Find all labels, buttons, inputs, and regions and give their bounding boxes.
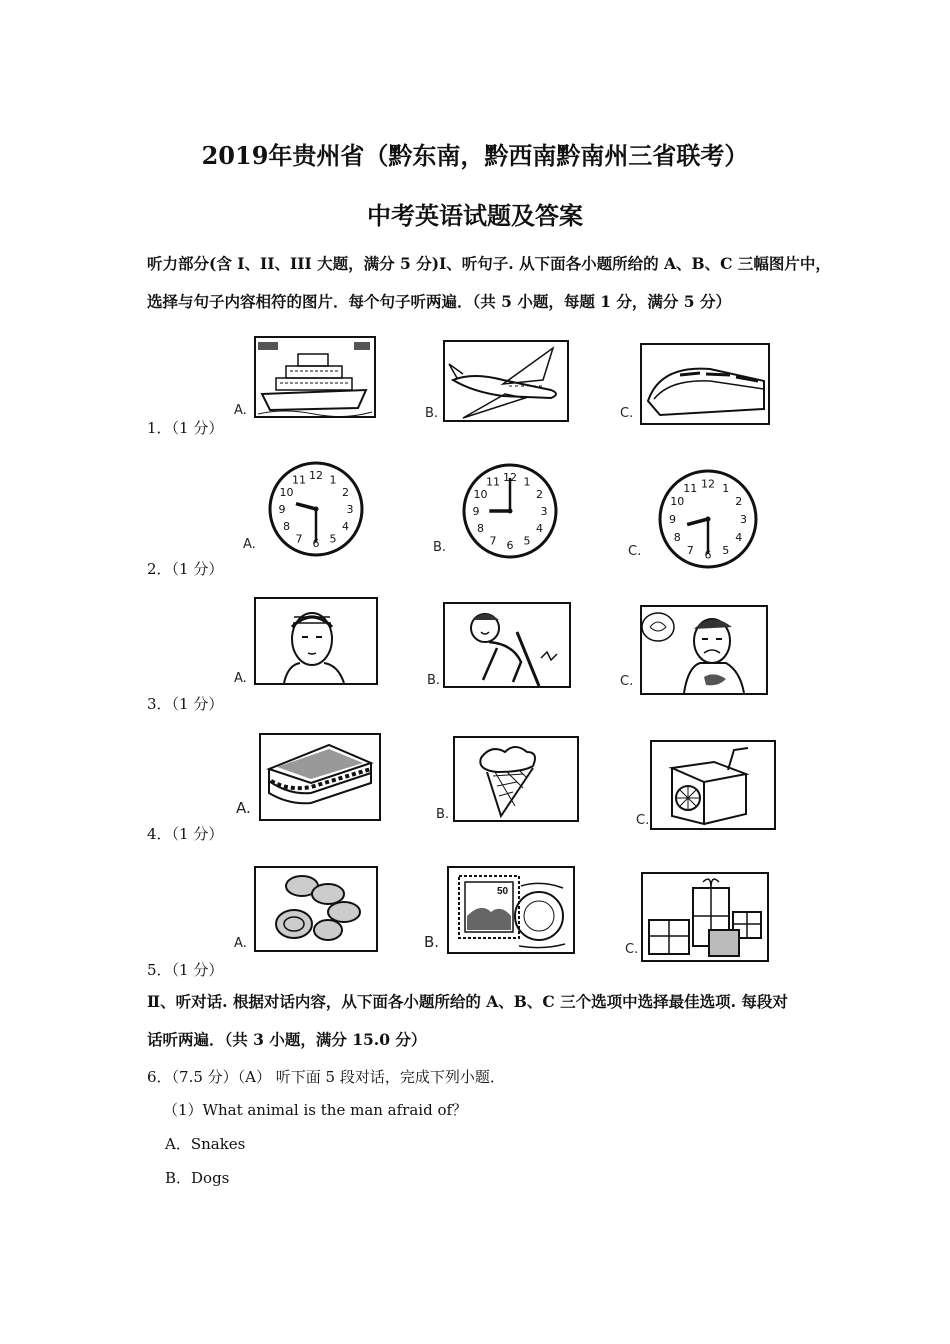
svg-text:7: 7	[489, 534, 497, 548]
svg-text:11: 11	[291, 473, 306, 487]
coins-icon	[254, 866, 378, 952]
clock-eight-thirty-icon	[658, 469, 760, 567]
svg-text:3: 3	[346, 503, 354, 516]
exam-title-line2: 中考英语试题及答案	[367, 201, 583, 230]
svg-text:7: 7	[686, 543, 694, 557]
svg-text:8: 8	[673, 530, 681, 544]
question-5-label: 5．（1 分）	[147, 961, 224, 979]
q5-option-a-label: A.	[234, 936, 247, 951]
q2-option-b-label: B.	[433, 540, 447, 555]
svg-text:12: 12	[503, 470, 517, 484]
bandaged-head-icon	[254, 597, 378, 685]
question-6-option-b: B．Dogs	[165, 1169, 230, 1187]
q2-option-a-label: A.	[243, 537, 256, 552]
svg-text:1: 1	[722, 482, 730, 496]
svg-text:4: 4	[341, 520, 349, 534]
svg-text:6: 6	[506, 539, 514, 553]
section2-instructions-line1: Ⅱ、听对话. 根据对话内容，从下面各小题所给的 A、B、C 三个选项中选择最佳选项. 每段对	[147, 992, 788, 1011]
svg-text:5: 5	[329, 532, 337, 546]
svg-text:2: 2	[735, 495, 743, 509]
clock-nine-icon	[462, 463, 558, 559]
q3-option-b-label: B.	[427, 673, 441, 688]
q1-option-a-label: A.	[234, 403, 247, 418]
clock-nine-thirty-icon	[268, 461, 364, 557]
question-6-option-a: A．Snakes	[165, 1135, 246, 1153]
question-2-label: 2．（1 分）	[147, 560, 224, 578]
airplane-icon	[443, 340, 569, 422]
q5-option-c-label: C.	[625, 942, 639, 957]
svg-text:10: 10	[279, 485, 294, 499]
svg-text:10: 10	[473, 487, 488, 501]
q4-option-a-label: A.	[236, 799, 251, 817]
exam-title-line1: 2019年贵州省（黔东南，黔西南黔南州三省联考）	[201, 141, 749, 170]
svg-text:2: 2	[535, 487, 543, 501]
q1-option-c-label: C.	[620, 406, 634, 421]
svg-text:8: 8	[283, 520, 291, 534]
svg-text:10: 10	[670, 495, 685, 509]
svg-text:3: 3	[740, 513, 748, 526]
question-6-sub1: （1）What animal is the man afraid of？	[163, 1101, 468, 1119]
svg-text:1: 1	[523, 475, 531, 489]
svg-text:9: 9	[278, 503, 286, 516]
q3-option-c-label: C.	[620, 674, 634, 689]
question-3-label: 3．（1 分）	[147, 695, 224, 713]
section2-instructions-line2: 话听两遍．（共 3 小题，满分 15.0 分）	[147, 1030, 427, 1049]
stomachache-icon	[640, 605, 768, 695]
q2-option-c-label: C.	[628, 544, 642, 559]
svg-text:12: 12	[309, 468, 323, 482]
q3-option-a-label: A.	[234, 671, 247, 686]
gifts-icon	[641, 872, 769, 962]
ice-cream-icon	[453, 736, 579, 822]
question-6-header: 6．（7.5 分）（A） 听下面 5 段对话，完成下列小题．	[147, 1068, 505, 1086]
q1-option-b-label: B.	[425, 406, 439, 421]
svg-text:1: 1	[329, 473, 337, 487]
stamps-icon	[447, 866, 575, 954]
section1-instructions-line1: 听力部分(含 I、II、III 大题，满分 5 分)I、听句子. 从下面各小题所给的 A、B、C 三幅图片中，	[147, 254, 831, 273]
svg-text:7: 7	[295, 532, 303, 546]
hurt-leg-icon	[443, 602, 571, 688]
svg-text:6: 6	[704, 548, 712, 562]
svg-text:50: 50	[497, 886, 509, 897]
q4-option-b-label: B.	[436, 807, 450, 822]
q4-option-c-label: C.	[636, 813, 650, 828]
svg-text:2: 2	[341, 485, 349, 499]
svg-text:8: 8	[477, 522, 485, 536]
section1-instructions-line2: 选择与句子内容相符的图片．每个句子听两遍．（共 5 小题，每题 1 分，满分 5 分）	[147, 292, 731, 311]
svg-text:4: 4	[535, 522, 543, 536]
question-1-label: 1．（1 分）	[147, 419, 224, 437]
svg-text:9: 9	[668, 513, 676, 526]
svg-text:5: 5	[523, 534, 531, 548]
svg-text:12: 12	[701, 477, 715, 491]
svg-text:6: 6	[312, 537, 320, 551]
cruise-ship-icon	[254, 336, 376, 418]
svg-text:9: 9	[472, 505, 480, 518]
svg-text:11: 11	[683, 482, 698, 496]
sandwich-icon	[259, 733, 381, 821]
bullet-train-icon	[640, 343, 770, 425]
svg-text:3: 3	[540, 505, 548, 518]
svg-text:5: 5	[722, 543, 730, 557]
q5-option-b-label: B.	[424, 933, 440, 951]
svg-text:4: 4	[735, 530, 743, 544]
svg-text:11: 11	[485, 475, 500, 489]
juice-box-icon	[650, 740, 776, 830]
question-4-label: 4．（1 分）	[147, 825, 224, 843]
